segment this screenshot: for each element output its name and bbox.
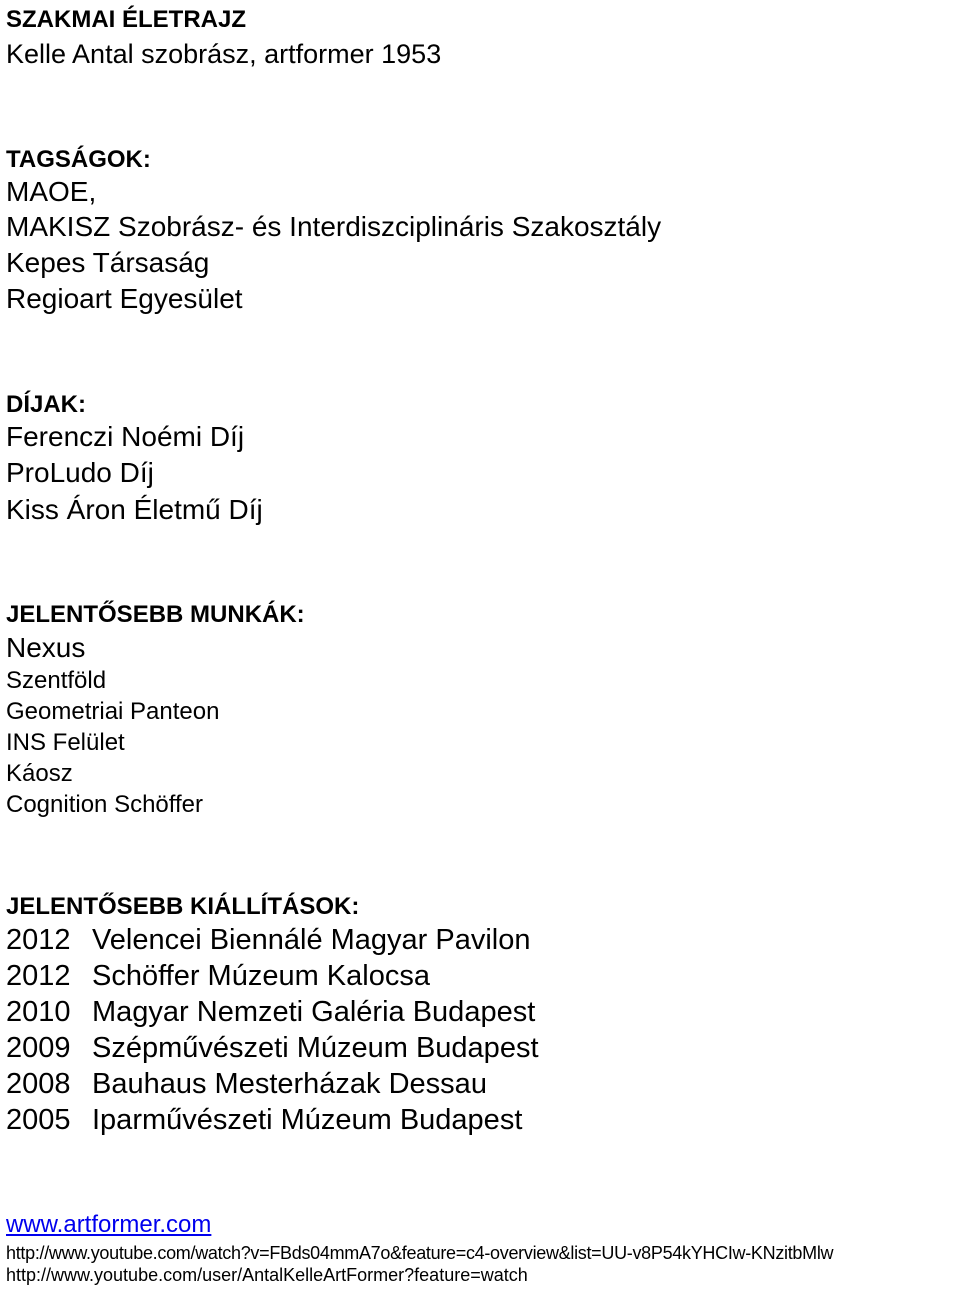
exhibition-row (6, 1070, 487, 1099)
awards-heading: DÍJAK: (6, 391, 87, 418)
document-title: SZAKMAI ÉLETRAJZ (6, 6, 246, 33)
exhibition-year: 2008 (6, 1068, 71, 1100)
membership-item: MAKISZ Szobrász- és Interdiszciplináris Szakosztály (6, 211, 662, 242)
exhibition-title: Iparművészeti Múzeum Budapest (92, 1104, 523, 1136)
exhibition-title: Magyar Nemzeti Galéria Budapest (92, 996, 536, 1028)
work-item: Nexus (6, 632, 86, 663)
exhibition-year: 2010 (6, 996, 71, 1028)
exhibition-year: 2005 (6, 1104, 71, 1136)
work-item: Káosz (6, 760, 73, 787)
work-item: Szentföld (6, 667, 107, 694)
exhibition-title: Bauhaus Mesterházak Dessau (92, 1068, 487, 1100)
exhibition-title: Velencei Biennálé Magyar Pavilon (92, 924, 531, 956)
exhibition-year: 2012 (6, 960, 71, 992)
document-subtitle: Kelle Antal szobrász, artformer 1953 (6, 39, 442, 69)
membership-item: Kepes Társaság (6, 247, 210, 278)
work-item: INS Felület (6, 729, 125, 756)
youtube-video-link[interactable]: http://www.youtube.com/watch?v=FBds04mmA7o&feature=c4-overview&list=UU-v8P54kYHCIw-KNzitbMlw (6, 1243, 834, 1263)
award-item: Ferenczi Noémi Díj (6, 421, 245, 452)
exhibitions-heading: JELENTŐSEBB KIÁLLÍTÁSOK: (6, 893, 360, 920)
exhibition-year: 2012 (6, 924, 71, 956)
memberships-heading: TAGSÁGOK: (6, 146, 151, 173)
exhibition-row (6, 1106, 522, 1135)
exhibition-row (6, 962, 430, 991)
membership-item: Regioart Egyesület (6, 283, 243, 314)
award-item: Kiss Áron Életmű Díj (6, 494, 263, 525)
exhibition-title: Szépművészeti Múzeum Budapest (92, 1032, 539, 1064)
exhibition-row (6, 926, 531, 955)
award-item: ProLudo Díj (6, 457, 154, 488)
youtube-channel-link[interactable]: http://www.youtube.com/user/AntalKelleArtFormer?feature=watch (6, 1265, 528, 1285)
work-item: Geometriai Panteon (6, 698, 220, 725)
exhibition-row (6, 998, 535, 1027)
exhibition-year: 2009 (6, 1032, 71, 1064)
website-link[interactable]: www.artformer.com (6, 1211, 212, 1238)
exhibition-title: Schöffer Múzeum Kalocsa (92, 960, 430, 992)
works-heading: JELENTŐSEBB MUNKÁK: (6, 601, 305, 628)
membership-item: MAOE, (6, 176, 97, 207)
work-item: Cognition Schöffer (6, 791, 204, 818)
exhibition-row (6, 1034, 539, 1063)
